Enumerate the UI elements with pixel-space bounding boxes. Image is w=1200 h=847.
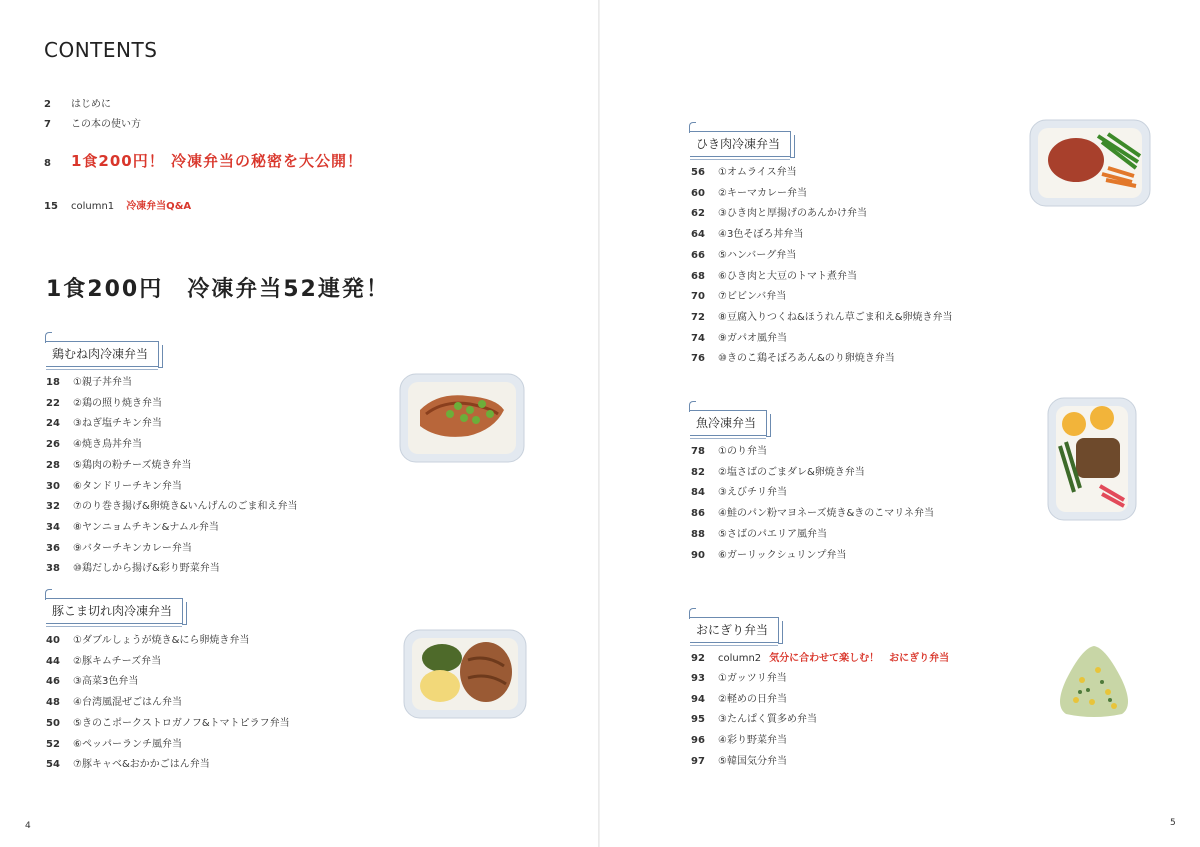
entry-title: ⑨ガパオ風弁当: [718, 332, 787, 344]
toc-entry[interactable]: [44, 115, 141, 130]
toc-entry[interactable]: [691, 525, 827, 540]
entry-title: ④鮭のパン粉マヨネーズ焼き&きのこマリネ弁当: [718, 508, 935, 520]
entry-title: ③たんぱく質多め弁当: [718, 714, 817, 726]
entry-title: ⑥タンドリーチキン弁当: [73, 480, 182, 492]
toc-entry[interactable]: [46, 755, 210, 770]
category-ribbon-onigiri: [690, 617, 779, 643]
entry-title: ⑧豆腐入りつくね&ほうれん草ごま和え&卵焼き弁当: [718, 311, 953, 323]
page-number: 68: [691, 270, 705, 282]
page-number: 72: [691, 311, 705, 323]
page-number: 84: [691, 487, 705, 499]
toc-entry[interactable]: [691, 690, 787, 705]
category-ribbon-pork: [46, 598, 183, 624]
column-label: column2: [718, 653, 762, 664]
category-title: ひき肉冷凍弁当: [696, 137, 781, 151]
page-number: 96: [691, 735, 705, 747]
toc-entry[interactable]: [691, 163, 797, 178]
entry-title: ①のり弁当: [718, 446, 767, 457]
entry-title: はじめに: [71, 99, 111, 110]
entry-title: ⑦のり巻き揚げ&卵焼き&いんげんのごま和え弁当: [73, 501, 298, 513]
page-number: 34: [46, 521, 60, 533]
page-number: 54: [46, 759, 60, 771]
left-page: [0, 0, 598, 847]
entry-title: ③高菜3色弁当: [73, 676, 139, 688]
toc-entry[interactable]: [691, 308, 953, 323]
entry-title: ①ガッツリ弁当: [718, 673, 787, 684]
page-number: 48: [46, 697, 60, 709]
page-number: 36: [46, 542, 60, 554]
section-heading: 1食200円 冷凍弁当52連発！: [46, 277, 390, 302]
entry-title: ⑥ガーリックシュリンプ弁当: [718, 549, 847, 561]
page-number: 46: [46, 676, 60, 688]
category-ribbon-minced: [690, 131, 791, 157]
entry-title: ⑧ヤンニョムチキン&ナムル弁当: [73, 521, 219, 533]
entry-title: ⑤きのこポークストロガノフ&トマトピラフ弁当: [73, 717, 290, 729]
toc-entry[interactable]: [46, 714, 290, 729]
entry-title: ②キーマカレー弁当: [718, 187, 807, 199]
contents-title: CONTENTS: [44, 38, 158, 62]
toc-entry[interactable]: [46, 435, 142, 450]
page-number: 66: [691, 249, 705, 261]
toc-entry[interactable]: [691, 504, 934, 519]
entry-title: ③ねぎ塩チキン弁当: [73, 418, 162, 430]
page-number: 26: [46, 439, 60, 451]
page-number: 70: [691, 291, 705, 303]
page-number: 7: [44, 119, 51, 130]
page-number: 30: [46, 480, 60, 492]
entry-title: ④3色そぼろ丼弁当: [718, 229, 804, 241]
toc-entry[interactable]: [46, 631, 249, 646]
page-number: 50: [46, 717, 60, 729]
entry-title: ③えびチリ弁当: [718, 487, 787, 499]
toc-entry[interactable]: [46, 373, 132, 388]
entry-title: 冷凍弁当Q&A: [126, 201, 192, 212]
category-title: 豚こま切れ肉冷凍弁当: [52, 604, 173, 618]
toc-entry[interactable]: [691, 463, 865, 478]
entry-title: ①オムライス弁当: [718, 167, 797, 178]
page-number: 82: [691, 466, 705, 478]
category-title: 鶏むね肉冷凍弁当: [52, 347, 149, 361]
toc-entry[interactable]: [691, 204, 867, 219]
page-number: 78: [691, 446, 705, 457]
toc-entry[interactable]: [691, 710, 817, 725]
toc-entry[interactable]: [46, 735, 182, 750]
entry-title: この本の使い方: [71, 119, 141, 130]
page-number: 86: [691, 508, 705, 520]
page-number: 2: [44, 99, 51, 110]
entry-title: 気分に合わせて楽しむ！ おにぎり弁当: [769, 653, 950, 664]
page-folio: 4: [25, 821, 31, 831]
entry-title: ⑥ひき肉と大豆のトマト煮弁当: [718, 270, 857, 282]
page-number: 74: [691, 332, 705, 344]
page-number: 97: [691, 755, 705, 767]
page-number: 44: [46, 655, 60, 667]
right-page: [600, 0, 1200, 847]
toc-entry[interactable]: [691, 442, 767, 457]
page-number: 60: [691, 187, 705, 199]
entry-title: ②塩さばのごまダレ&卵焼き弁当: [718, 466, 865, 478]
toc-entry[interactable]: [46, 477, 182, 492]
page-number: 8: [44, 158, 51, 169]
toc-entry[interactable]: [46, 497, 298, 512]
entry-title: ④焼き鳥丼弁当: [73, 439, 142, 451]
toc-entry[interactable]: [46, 414, 162, 429]
toc-entry[interactable]: [691, 225, 803, 240]
entry-title: ②鶏の照り焼き弁当: [73, 397, 162, 409]
page-number: 93: [691, 673, 705, 684]
entry-title: ⑥ペッパーランチ風弁当: [73, 738, 182, 750]
entry-title: ③ひき肉と厚揚げのあんかけ弁当: [718, 208, 867, 220]
page-number: 52: [46, 738, 60, 750]
toc-entry[interactable]: [691, 246, 796, 261]
toc-entry[interactable]: [691, 287, 786, 302]
page-folio: 5: [1170, 818, 1176, 828]
page-number: 95: [691, 714, 705, 726]
toc-entry[interactable]: [46, 456, 191, 471]
page-number: 90: [691, 549, 705, 561]
entry-title: ②軽めの日弁当: [718, 693, 787, 705]
page-number: 15: [44, 201, 58, 212]
category-ribbon-fish: [690, 410, 767, 436]
entry-title: 1食200円！ 冷凍弁当の秘密を大公開！: [71, 152, 363, 170]
column-label: column1: [71, 201, 115, 212]
page-number: 32: [46, 501, 60, 513]
toc-entry[interactable]: [46, 539, 192, 554]
toc-entry[interactable]: [691, 752, 787, 767]
page-number: 40: [46, 635, 60, 646]
toc-entry[interactable]: [691, 267, 857, 282]
toc-entry[interactable]: [691, 483, 787, 498]
page-number: 18: [46, 377, 60, 388]
page-number: 28: [46, 459, 60, 471]
entry-title: ⑤韓国気分弁当: [718, 755, 787, 767]
page-number: 88: [691, 528, 705, 540]
toc-entry[interactable]: [691, 349, 895, 364]
entry-title: ⑩きのこ鶏そぼろあん&のり卵焼き弁当: [718, 353, 895, 365]
entry-title: ⑨バターチキンカレー弁当: [73, 542, 192, 554]
entry-title: ⑤鶏肉の粉チーズ焼き弁当: [73, 459, 192, 471]
toc-entry[interactable]: [44, 95, 111, 110]
page-number: 62: [691, 208, 705, 220]
page-number: 22: [46, 397, 60, 409]
toc-entry[interactable]: [46, 518, 219, 533]
category-title: 魚冷凍弁当: [696, 416, 757, 430]
entry-title: ④台湾風混ぜごはん弁当: [73, 697, 182, 709]
page-number: 92: [691, 653, 705, 664]
category-ribbon-chicken: [46, 341, 159, 367]
minced-bento-photo: [1028, 116, 1152, 210]
entry-title: ⑤ハンバーグ弁当: [718, 249, 797, 261]
page-number: 38: [46, 563, 60, 575]
entry-title: ⑩鶏だしから揚げ&彩り野菜弁当: [73, 563, 220, 575]
toc-entry[interactable]: [691, 731, 787, 746]
page-number: 56: [691, 167, 705, 178]
toc-entry-column[interactable]: [691, 649, 949, 664]
toc-entry-highlight[interactable]: [44, 150, 363, 171]
entry-title: ⑦豚キャベ&おかかごはん弁当: [73, 759, 210, 771]
fish-bento-photo: [1046, 396, 1138, 522]
toc-entry[interactable]: [691, 546, 846, 561]
page-number: 94: [691, 693, 705, 705]
toc-entry[interactable]: [46, 394, 162, 409]
onigiri-photo: [1052, 640, 1136, 720]
pork-bento-photo: [402, 626, 528, 722]
toc-entry[interactable]: [46, 693, 182, 708]
entry-title: ①ダブルしょうが焼き&にら卵焼き弁当: [73, 635, 250, 646]
toc-entry-column[interactable]: [44, 197, 191, 212]
chicken-bento-photo: [398, 370, 526, 466]
toc-entry[interactable]: [46, 559, 220, 574]
entry-title: ④彩り野菜弁当: [718, 735, 787, 747]
toc-entry[interactable]: [691, 329, 787, 344]
page-number: 24: [46, 418, 60, 430]
toc-entry[interactable]: [691, 184, 807, 199]
entry-title: ⑦ビビンバ弁当: [718, 291, 787, 303]
page-number: 76: [691, 353, 705, 365]
entry-title: ①親子丼弁当: [73, 377, 132, 388]
entry-title: ②豚キムチーズ弁当: [73, 655, 162, 667]
toc-entry[interactable]: [46, 652, 161, 667]
entry-title: ⑤さばのパエリア風弁当: [718, 528, 827, 540]
category-title: おにぎり弁当: [696, 623, 769, 637]
page-number: 64: [691, 229, 705, 241]
toc-entry[interactable]: [691, 669, 787, 684]
toc-entry[interactable]: [46, 672, 138, 687]
